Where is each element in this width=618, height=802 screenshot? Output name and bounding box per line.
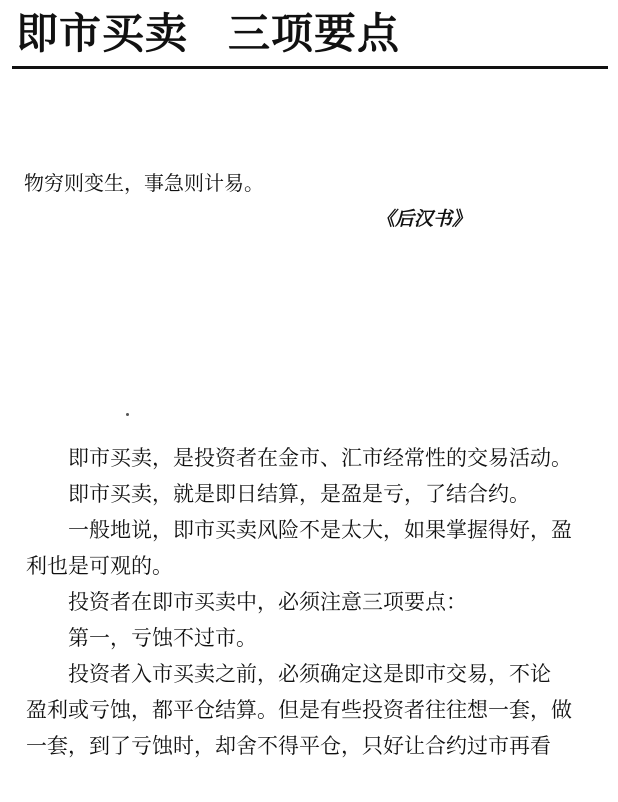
body-line-2: 即市买卖，就是即日结算，是盈是亏，了结合约。 bbox=[68, 482, 530, 506]
body-line-5: 投资者在即市买卖中，必须注意三项要点： bbox=[68, 590, 467, 614]
body-line-8: 盈利或亏蚀，都平仓结算。但是有些投资者往往想一套，做 bbox=[26, 698, 572, 722]
body-line-3: 一般地说，即市买卖风险不是太大，如果掌握得好，盈 bbox=[68, 518, 572, 542]
epigraph-source: 《后汉书》 bbox=[376, 208, 472, 230]
body-line-7: 投资者入市买卖之前，必须确定这是即市交易，不论 bbox=[68, 662, 551, 686]
epigraph-quote: 物穷则变生，事急则计易。 bbox=[24, 171, 264, 195]
title-underline bbox=[12, 66, 608, 69]
body-text bbox=[26, 440, 614, 764]
body-line-9: 一套，到了亏蚀时，却舍不得平仓，只好让合约过市再看 bbox=[26, 734, 551, 758]
scan-speck bbox=[126, 413, 129, 416]
page-title bbox=[16, 8, 400, 60]
title-part-2: 三项要点 bbox=[228, 9, 401, 58]
body-line-6: 第一，亏蚀不过市。 bbox=[68, 626, 257, 650]
title-part-1: 即市买卖 bbox=[16, 9, 189, 58]
body-line-4: 利也是可观的。 bbox=[26, 554, 173, 578]
body-line-1: 即市买卖，是投资者在金市、汇市经常性的交易活动。 bbox=[68, 446, 572, 470]
